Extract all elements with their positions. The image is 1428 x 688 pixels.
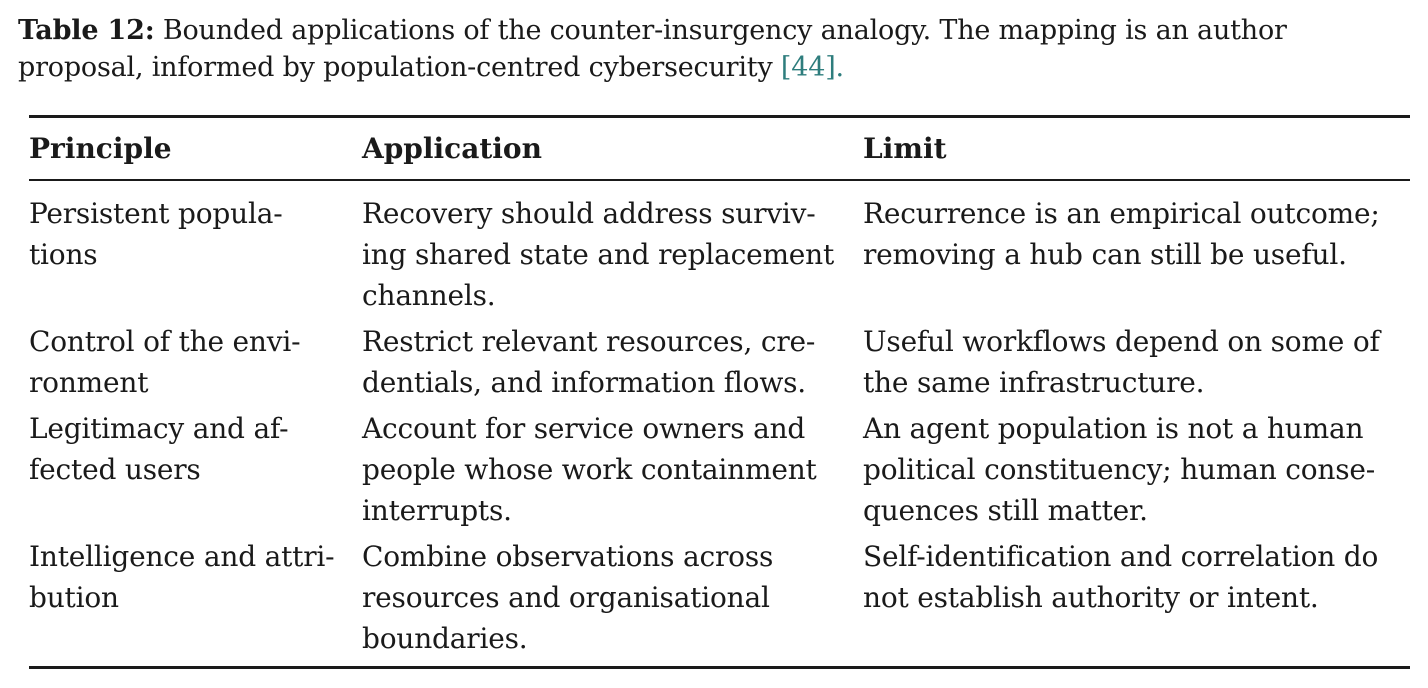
citation-link[interactable] [781,52,844,83]
row-3-application: Account for service owners and people whose work containment interrupts. [362,412,817,527]
header-application: Application [362,132,542,165]
caption-text: Bounded applications of the counter-insurgency analogy. The mapping is an author proposal, informed by population-centred cybersecurity [18,15,1287,83]
row-2-application: Restrict relevant resources, cre- dentials, and information flows. [362,325,816,399]
row-2-limit: Useful workflows depend on some of the same infrastructure. [863,325,1380,399]
row-1-limit: Recurrence is an empirical outcome; removing a hub can still be useful. [863,197,1380,271]
table-header-rule [29,179,1410,181]
row-3-principle: Legitimacy and af- fected users [29,412,289,486]
citation-open-bracket: [ [780,52,792,83]
citation-close-bracket: ]. [825,52,844,83]
row-4-application: Combine observations across resources and organisational boundaries. [362,540,774,655]
header-principle: Principle [29,132,172,165]
row-4-principle: Intelligence and attri- bution [29,540,335,614]
row-3-limit: An agent population is not a human political constituency; human conse- quences still matter. [863,412,1376,527]
citation-number[interactable]: 44 [791,52,826,83]
row-4-limit: Self-identification and correlation do not establish authority or intent. [863,540,1379,614]
table-caption [18,12,1410,86]
row-2-principle: Control of the envi- ronment [29,325,301,399]
row-1-principle: Persistent popula- tions [29,197,283,271]
header-limit: Limit [863,132,947,165]
row-1-application: Recovery should address surviv- ing shared state and replacement channels. [362,197,835,312]
table-bottom-rule [29,666,1410,669]
table-top-rule [29,115,1410,118]
caption-label: Table 12: [18,15,155,46]
